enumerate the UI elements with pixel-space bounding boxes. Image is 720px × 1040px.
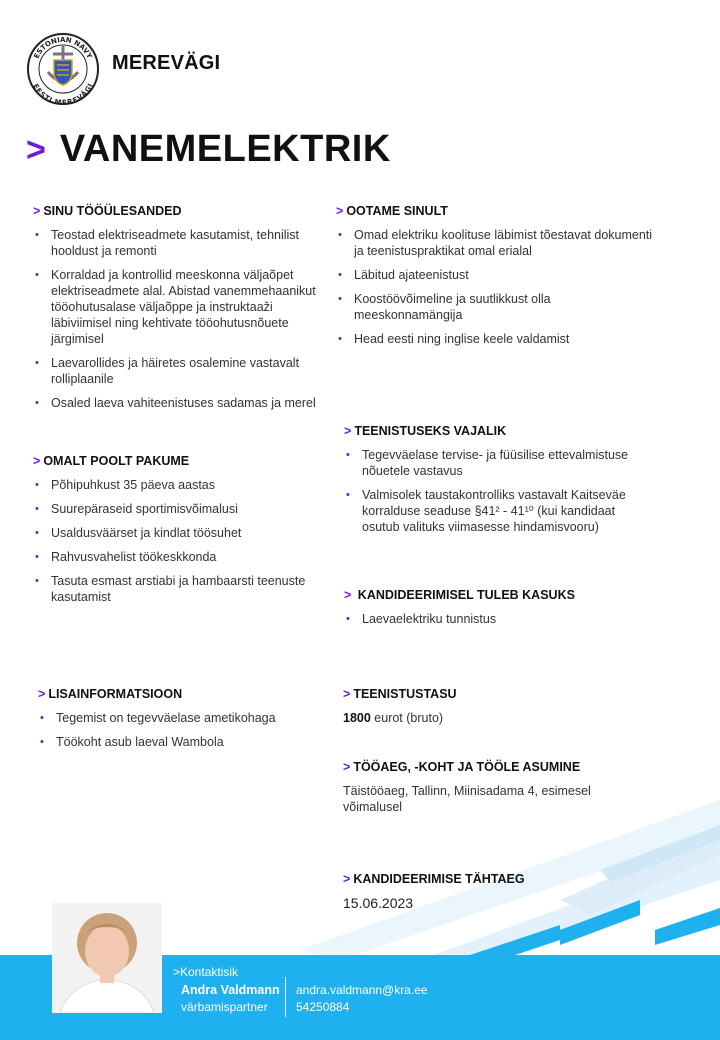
expect-list [336, 227, 656, 347]
list-item: • Korraldad ja kontrollid meeskonna väljaõpet elektriseadmete alal. Abistad vanemmehaanikut tööohutusalase väljaõppe ja instruktaaži läbiviimisel ning kehtivate tööohutusnõuete järgimisel [33, 267, 323, 347]
section-heading: > OMALT POOLT PAKUME [33, 454, 190, 468]
navy-anchor-emblem-icon [26, 32, 100, 106]
section-requirements [344, 424, 654, 543]
contact-role: värbamispartner [181, 1000, 268, 1014]
section-heading: > TÖÖAEG, -KOHT JA TÖÖLE ASUMINE [343, 760, 581, 774]
list-item: • Laevaelektriku tunnistus [344, 611, 654, 627]
list-item: • Teostad elektriseadmete kasutamist, tehnilist hooldust ja remonti [33, 227, 323, 259]
section-additional [38, 687, 328, 758]
section-salary [343, 687, 663, 726]
contact-label: >Kontaktisik [173, 965, 239, 979]
list-item: • Valmisolek taustakontrolliks vastavalt Kaitseväe korralduse seaduse §41² - 41¹⁰ (kui kandidaat osutub valituks viimasesse hindamisvooru) [344, 487, 654, 535]
title-arrow-icon: > [26, 130, 46, 169]
list-item: • Head eesti ning inglise keele valdamist [336, 331, 656, 347]
section-heading: > KANDIDEERIMISEL TULEB KASUKS [344, 588, 575, 602]
list-item: • Tasuta esmast arstiabi ja hambaarsti teenuste kasutamist [33, 573, 323, 605]
list-item: • Koostöövõimeline ja suutlikkust olla meeskonnamängija [336, 291, 656, 323]
list-item: • Usaldusväärset ja kindlat töösuhet [33, 525, 323, 541]
svg-text:ESTONIAN NAVY: ESTONIAN NAVY [32, 35, 94, 60]
requirements-list [344, 447, 654, 535]
duties-list [33, 227, 323, 411]
advantage-list [344, 611, 654, 627]
svg-text:EESTI MEREVÄGI: EESTI MEREVÄGI [31, 82, 95, 106]
additional-list [38, 710, 328, 750]
section-advantage [344, 588, 654, 635]
list-item: • Läbitud ajateenistust [336, 267, 656, 283]
contact-phone[interactable]: 54250884 [296, 1000, 350, 1014]
section-offer [33, 454, 323, 613]
list-item: • Laevarollides ja häiretes osalemine vastavalt rolliplaanile [33, 355, 323, 387]
person-photo-icon [52, 903, 162, 1013]
contact-divider [285, 977, 286, 1017]
section-deadline [343, 872, 643, 911]
contact-name: Andra Valdmann [181, 983, 280, 997]
list-item: • Rahvusvahelist töökeskkonda [33, 549, 323, 565]
contact-photo [52, 903, 162, 1013]
section-heading: > LISAINFORMATSIOON [38, 687, 183, 701]
section-heading: > OOTAME SINULT [336, 204, 448, 218]
list-item: • Omad elektriku koolituse läbimist tõestavat dokumenti ja teenistuspraktikat omal erialal [336, 227, 656, 259]
section-duties [33, 204, 323, 419]
worktime-text: Täistööaeg, Tallinn, Miinisadama 4, esimesel võimalusel [343, 784, 591, 814]
offer-list [33, 477, 323, 605]
page-title: VANEMELEKTRIK [59, 128, 391, 170]
list-item: • Tegevväelase tervise- ja füüsilise ettevalmistuse nõuetele vastavus [344, 447, 654, 479]
org-name: MEREVÄGI [112, 52, 221, 74]
salary-value: 1800 eurot (bruto) [343, 711, 444, 725]
list-item: • Töökoht asub laeval Wambola [38, 734, 328, 750]
list-item: • Suurepäraseid sportimisvõimalusi [33, 501, 323, 517]
contact-email-link[interactable]: andra.valdmann@kra.ee [296, 983, 428, 997]
section-heading: > SINU TÖÖÜLESANDED [33, 204, 182, 218]
navy-logo [26, 32, 100, 106]
page-title-block [26, 128, 391, 171]
list-item: • Põhipuhkust 35 päeva aastas [33, 477, 323, 493]
deadline-date: 15.06.2023 [343, 895, 414, 911]
section-heading: > TEENISTUSTASU [343, 687, 457, 701]
list-item: • Tegemist on tegevväelase ametikohaga [38, 710, 328, 726]
section-heading: > KANDIDEERIMISE TÄHTAEG [343, 872, 525, 886]
list-item: • Osaled laeva vahiteenistuses sadamas ja merel [33, 395, 323, 411]
section-expect [336, 204, 656, 355]
section-heading: > TEENISTUSEKS VAJALIK [344, 424, 507, 438]
